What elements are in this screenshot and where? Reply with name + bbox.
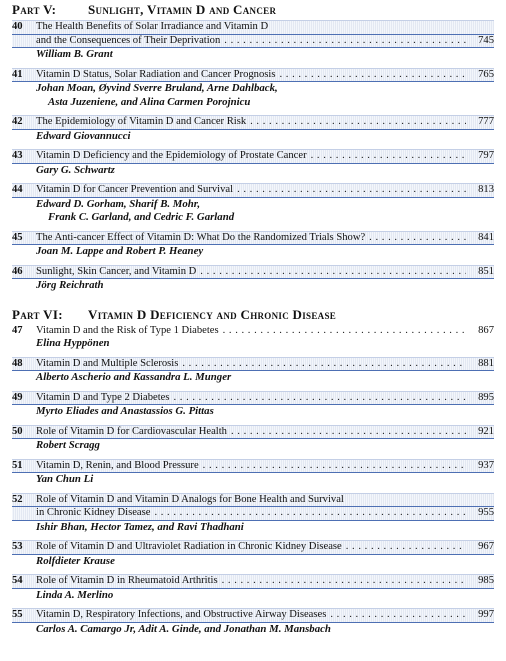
chapter-title[interactable]: in Chronic Kidney Disease (36, 507, 151, 518)
chapter-authors: Joan M. Lappe and Robert P. Heaney (36, 245, 204, 257)
leader-dots (330, 609, 466, 622)
entry-title-line[interactable] (12, 149, 494, 164)
chapter-title[interactable]: Role of Vitamin D and Ultraviolet Radiation in Chronic Kidney Disease (36, 541, 342, 552)
leader-dots (224, 35, 466, 48)
toc-entry-40[interactable] (12, 20, 494, 62)
chapter-authors: Gary G. Schwartz (36, 163, 115, 176)
entry-title-line[interactable] (12, 183, 494, 198)
chapter-title[interactable]: and the Consequences of Their Deprivation (36, 34, 221, 46)
chapter-title[interactable]: Sunlight, Skin Cancer, and Vitamin D (36, 265, 197, 277)
chapter-number: 54 (12, 575, 23, 586)
entry-title-line[interactable] (12, 20, 494, 35)
chapter-authors: William B. Grant (36, 48, 113, 60)
toc-entry-48[interactable] (12, 357, 494, 385)
page-number: 881 (478, 357, 494, 369)
part-title: Vitamin D Deficiency and Chronic Disease (88, 306, 337, 322)
page-number: 841 (478, 231, 494, 243)
page-number: 937 (478, 459, 494, 471)
page-number: 921 (478, 425, 494, 437)
chapter-title[interactable]: Vitamin D Deficiency and the Epidemiology of Prostate Cancer (36, 150, 307, 161)
chapter-title[interactable]: The Health Benefits of Solar Irradiance and Vitamin D (36, 21, 269, 32)
chapter-title[interactable]: Vitamin D and the Risk of Type 1 Diabetes (36, 324, 219, 336)
leader-dots (182, 358, 466, 371)
leader-dots (346, 541, 466, 554)
chapter-title[interactable]: Role of Vitamin D and Vitamin D Analogs for Bone Health and Survival (36, 493, 344, 505)
leader-dots (279, 69, 466, 82)
toc-entry-43[interactable] (12, 149, 494, 177)
toc-page (12, 0, 494, 642)
chapter-number: 42 (12, 116, 23, 127)
chapter-title[interactable]: Role of Vitamin D in Rheumatoid Arthritis (36, 575, 218, 586)
chapter-authors: Johan Moan, Øyvind Sverre Bruland, Arne Dahlback, Asta Juzeniene, and Alina Carmen Porojnicu (36, 82, 278, 108)
toc-entry-45[interactable] (12, 231, 494, 259)
leader-dots (237, 184, 466, 197)
entry-title-line[interactable] (12, 507, 494, 521)
chapter-title[interactable]: Vitamin D and Type 2 Diabetes (36, 391, 170, 403)
chapter-number: 53 (12, 541, 23, 552)
chapter-title[interactable]: Vitamin D Status, Solar Radiation and Cancer Prognosis (36, 68, 276, 80)
chapter-authors: Myrto Eliades and Anastassios G. Pittas (36, 405, 214, 417)
chapter-number: 40 (12, 21, 23, 32)
chapter-authors: Yan Chun Li (36, 473, 94, 485)
entry-title-line[interactable] (12, 265, 494, 280)
entry-title-line[interactable] (12, 357, 494, 372)
leader-dots (250, 116, 466, 129)
chapter-title[interactable]: The Anti-cancer Effect of Vitamin D: What Do the Randomized Trials Show? (36, 231, 366, 243)
leader-dots (203, 460, 466, 473)
chapter-title[interactable]: Vitamin D and Multiple Sclerosis (36, 357, 179, 369)
chapter-authors: Ishir Bhan, Hector Tamez, and Ravi Thadhani (36, 520, 244, 533)
chapter-authors: Edward D. Gorham, Sharif B. Mohr, Frank C. Garland, and Cedric F. Garland (36, 197, 235, 223)
toc-entry-55[interactable] (12, 608, 494, 636)
chapter-title[interactable]: Vitamin D for Cancer Prevention and Survival (36, 184, 234, 195)
chapter-number: 41 (12, 68, 23, 80)
page-number: 797 (478, 150, 494, 161)
entry-title-line[interactable] (12, 35, 494, 49)
page-number: 967 (478, 541, 494, 552)
chapter-authors: Jörg Reichrath (36, 279, 104, 291)
toc-entry-54[interactable] (12, 574, 494, 602)
chapter-number: 50 (12, 425, 23, 437)
chapter-authors: Robert Scragg (36, 439, 100, 451)
leader-dots (231, 426, 466, 439)
chapter-number: 44 (12, 184, 23, 195)
chapter-authors: Alberto Ascherio and Kassandra L. Munger (36, 371, 232, 383)
chapter-authors: Rolfdieter Krause (36, 554, 115, 567)
page-number: 997 (478, 609, 494, 620)
toc-entry-50[interactable] (12, 425, 494, 453)
chapter-authors: Elina Hyppönen (36, 337, 110, 349)
leader-dots (311, 150, 466, 163)
chapter-number: 43 (12, 150, 23, 161)
chapter-title[interactable]: Role of Vitamin D for Cardiovascular Health (36, 425, 227, 437)
toc-entry-42[interactable] (12, 115, 494, 143)
chapter-number: 48 (12, 357, 23, 369)
chapter-number: 49 (12, 391, 23, 403)
page-number: 851 (478, 265, 494, 277)
entry-title-line[interactable] (12, 425, 494, 440)
leader-dots (223, 325, 466, 338)
chapter-authors: Carlos A. Camargo Jr, Adit A. Ginde, and Jonathan M. Mansbach (36, 622, 331, 635)
page-number: 813 (478, 184, 494, 195)
entry-title-line[interactable] (12, 231, 494, 246)
entry-title-line[interactable] (12, 493, 494, 508)
chapter-authors: Edward Giovannucci (36, 129, 131, 142)
page-number: 955 (478, 507, 494, 518)
entry-title-line[interactable] (12, 68, 494, 83)
entry-title-line[interactable] (12, 115, 494, 130)
chapter-authors: Linda A. Merlino (36, 588, 114, 601)
chapter-title[interactable]: Vitamin D, Renin, and Blood Pressure (36, 459, 199, 471)
page-number: 867 (478, 324, 494, 336)
page-number: 745 (478, 34, 494, 46)
toc-entry-41[interactable] (12, 68, 494, 110)
entry-title-line[interactable] (12, 574, 494, 589)
chapter-number: 51 (12, 459, 23, 471)
entry-title-line[interactable] (12, 391, 494, 406)
toc-entry-52[interactable] (12, 493, 494, 535)
chapter-number: 46 (12, 265, 23, 277)
part-label: Part V: (12, 2, 57, 17)
leader-dots (200, 266, 466, 279)
chapter-number: 55 (12, 609, 23, 620)
entry-title-line[interactable] (12, 608, 494, 623)
toc-entry-49[interactable] (12, 391, 494, 419)
part-label: Part VI: (12, 306, 63, 322)
chapter-number: 47 (12, 324, 23, 336)
toc-entry-46[interactable] (12, 265, 494, 293)
part-heading (12, 0, 494, 20)
chapter-number: 52 (12, 493, 23, 505)
chapter-title[interactable]: The Epidemiology of Vitamin D and Cancer Risk (36, 116, 247, 127)
toc-entry-53[interactable] (12, 540, 494, 568)
leader-dots (369, 232, 466, 245)
page-number: 765 (478, 68, 494, 80)
entry-title-line[interactable] (12, 325, 494, 338)
leader-dots (154, 507, 466, 520)
part-heading (12, 305, 494, 325)
chapter-number: 45 (12, 231, 23, 243)
toc-entry-44[interactable] (12, 183, 494, 225)
page-number: 777 (478, 116, 494, 127)
toc-entry-51[interactable] (12, 459, 494, 487)
entry-title-line[interactable] (12, 459, 494, 474)
leader-dots (222, 575, 466, 588)
page-number: 985 (478, 575, 494, 586)
leader-dots (173, 392, 466, 405)
entry-title-line[interactable] (12, 540, 494, 555)
page-number: 895 (478, 391, 494, 403)
chapter-title[interactable]: Vitamin D, Respiratory Infections, and Obstructive Airway Diseases (36, 609, 327, 620)
toc-entry-47[interactable] (12, 325, 494, 351)
part-title: Sunlight, Vitamin D and Cancer (88, 2, 277, 17)
